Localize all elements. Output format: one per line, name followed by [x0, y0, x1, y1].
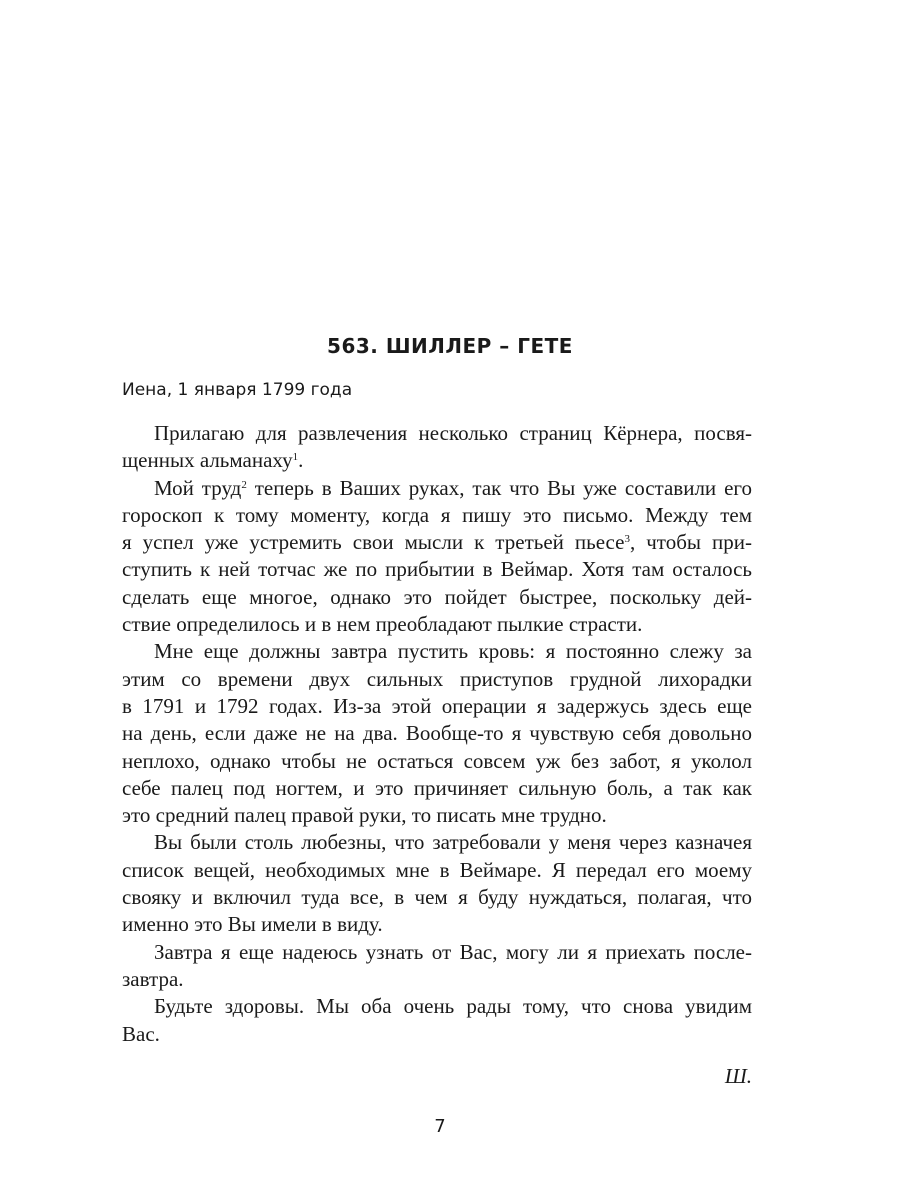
footnote-marker[interactable]: 2	[241, 478, 247, 491]
text-line-content: в 1791 и 1792 годах. Из-за этой операции я задержусь здесь еще	[122, 693, 752, 718]
letter-date-place: Иена, 1 января 1799 года	[122, 380, 353, 400]
text-line	[122, 748, 752, 775]
text-line	[122, 638, 752, 665]
text-line-content: Будьте здоровы. Мы оба очень рады тому, что снова увидим	[154, 994, 752, 1019]
text-line-content: ствие определилось и в нем преобладают пылкие страсти.	[122, 612, 643, 637]
text-line	[122, 829, 752, 856]
text-line-content: Мой труд	[154, 475, 242, 500]
text-line	[122, 447, 752, 474]
text-line	[122, 502, 752, 529]
text-line	[122, 475, 752, 502]
text-line-content: гороскоп к тому моменту, когда я пишу это письмо. Между тем	[122, 502, 752, 527]
text-line-content: неплохо, однако чтобы не остаться совсем уж без забот, я уколол	[122, 748, 752, 773]
text-line-content: на день, если даже не на два. Вообще-то я чувствую себя довольно	[122, 721, 752, 746]
text-line	[122, 857, 752, 884]
text-line-continuation: теперь в Ваших руках, так что Вы уже составили его	[246, 475, 752, 500]
text-line	[122, 1021, 752, 1048]
text-line	[122, 775, 752, 802]
text-line-content: свояку и включил туда все, в чем я буду нуждаться, полагая, что	[122, 885, 752, 910]
text-line-content: щенных альманаху	[122, 448, 293, 473]
footnote-marker[interactable]: 3	[624, 533, 630, 546]
text-line-content: Вы были столь любезны, что затребовали у меня через казначея	[154, 830, 752, 855]
text-line-content: Завтра я еще надеюсь узнать от Вас, могу ли я приехать после-	[154, 939, 752, 964]
text-line	[122, 993, 752, 1020]
text-line	[122, 693, 752, 720]
text-line-continuation: , чтобы при-	[629, 530, 752, 555]
text-line-content: это средний палец правой руки, то писать мне трудно.	[122, 803, 607, 828]
text-line-content: Мне еще должны завтра пустить кровь: я постоянно слежу за	[154, 639, 752, 664]
text-line-content: список вещей, необходимых мне в Веймаре. Я передал его моему	[122, 857, 752, 882]
text-line	[122, 556, 752, 583]
text-line-content: этим со времени двух сильных приступов грудной лихорадки	[122, 666, 752, 691]
text-line-content: именно это Вы имели в виду.	[122, 912, 383, 937]
text-line	[122, 666, 752, 693]
letter-body	[122, 420, 752, 1048]
text-line-content: Вас.	[122, 1021, 160, 1046]
letter-heading: 563. ШИЛЛЕР – ГЕТЕ	[327, 334, 573, 358]
text-line-content: Прилагаю для развлечения несколько страниц Кёрнера, посвя-	[154, 421, 752, 445]
text-line-content: я успел уже устремить свои мысли к третьей пьесе	[122, 530, 625, 555]
text-line-content: сделать еще многое, однако это пойдет быстрее, поскольку дей-	[122, 584, 752, 609]
text-line	[122, 966, 752, 993]
text-line	[122, 584, 752, 611]
text-line	[122, 911, 752, 938]
text-line-continuation: .	[298, 448, 304, 473]
text-line	[122, 529, 752, 556]
text-line	[122, 720, 752, 747]
text-line	[122, 884, 752, 911]
text-line-content: себе палец под ногтем, и это причиняет сильную боль, а так как	[122, 775, 752, 800]
page-number: 7	[434, 1116, 446, 1137]
footnote-marker[interactable]: 1	[292, 451, 299, 464]
text-line	[122, 802, 752, 829]
text-line	[122, 611, 752, 638]
signature: Ш.	[724, 1064, 752, 1088]
text-line	[122, 939, 752, 966]
text-line	[122, 420, 752, 447]
text-line-content: завтра.	[122, 966, 184, 991]
text-line-content: ступить к ней тотчас же по прибытии в Веймар. Хотя там осталось	[122, 557, 752, 582]
